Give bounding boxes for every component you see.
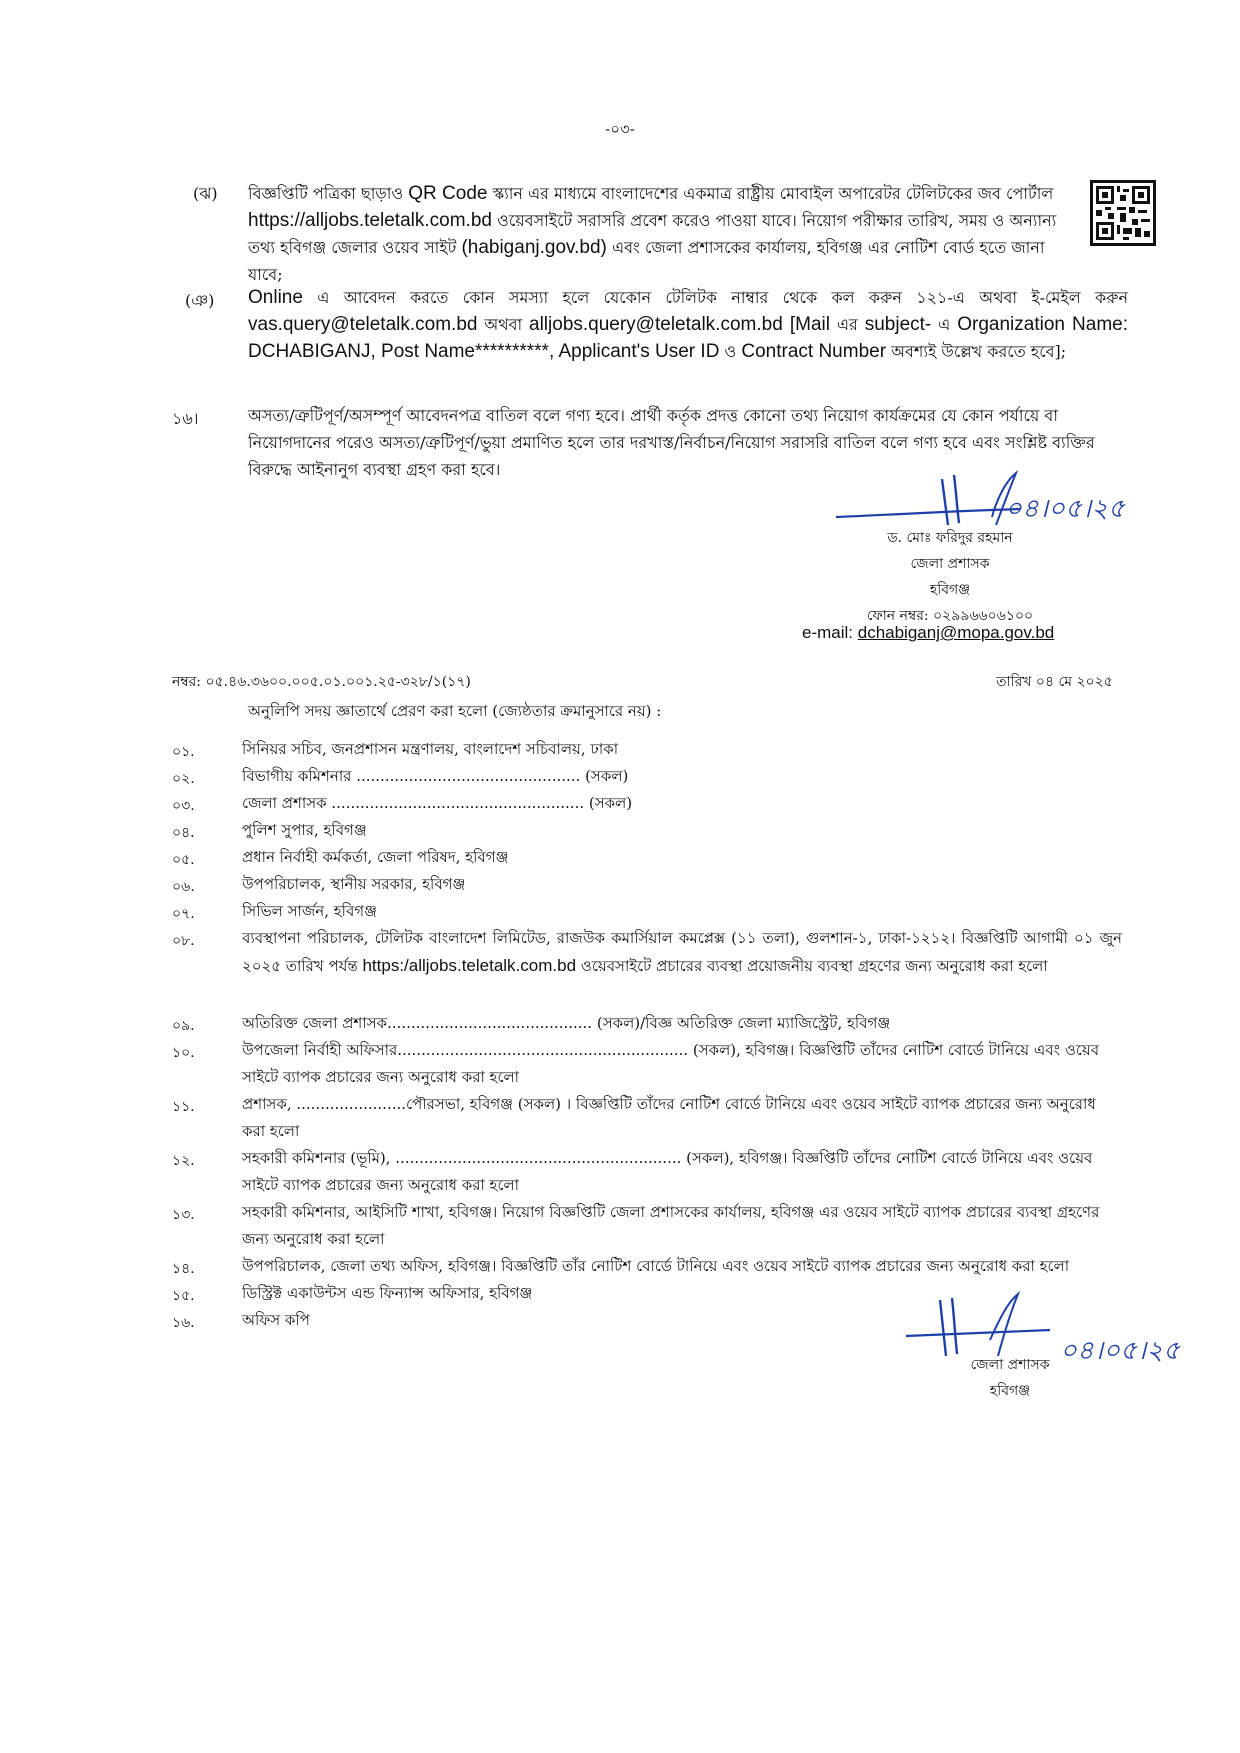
alljobs-query-email[interactable]: alljobs.query@teletalk.com.bd (529, 314, 783, 335)
cc-num-03: ০৩. (172, 798, 195, 814)
memo-date: তারিখ ০৪ মে ২০২৫ (996, 674, 1113, 690)
cc-item-02: বিভাগীয় কমিশনার ............................................... (সকল) (242, 767, 629, 785)
cc-num-16: ১৬. (172, 1315, 195, 1331)
cc-num-06: ০৬. (172, 879, 195, 895)
cc-num-14: ১৪. (172, 1261, 195, 1277)
signature-date: ০৪।০৫।২৫ (1005, 494, 1125, 524)
cc-item-05: প্রধান নির্বাহী কর্মকর্তা, জেলা পরিষদ, হবিগঞ্জ (242, 848, 509, 866)
signatory-email[interactable]: dchabiganj@mopa.gov.bd (857, 623, 1055, 642)
cc-num-05: ০৫. (172, 852, 195, 868)
bottom-signatory-block (940, 1352, 1080, 1404)
bottom-signatory-district: হবিগঞ্জ (989, 1383, 1031, 1399)
cc-num-09: ০৯. (172, 1018, 195, 1034)
item-jha-text: বিজ্ঞপ্তিটি পত্রিকা ছাড়াও QR Code স্ক্যান এর মাধ্যমে বাংলাদেশের একমাত্র রাষ্ট্রীয় মোবাইল অপারেটর টেলিটকের জব পোর্টাল https://alljobs.teletalk.com.bd ওয়েবসাইটে সরাসরি প্রবেশ করেও পাওয়া যাবে। নিয়োগ পরীক্ষার তারিখ, সময় ও অন্যান্য তথ্য হবিগঞ্জ জেলার ওয়েব সাইট (habiganj.gov.bd) এবং জেলা প্রশাসকের কার্যালয়, হবিগঞ্জ এর নোটিশ বোর্ড হতে জানা যাবে; (248, 183, 1057, 284)
cc-intro: অনুলিপি সদয় জ্ঞাতার্থে প্রেরণ করা হলো (জ্যেষ্ঠতার ক্রমানুসারে নয়) : (248, 702, 662, 720)
cc-num-02: ০২. (172, 771, 195, 787)
cc-num-10: ১০. (172, 1045, 195, 1061)
cc-item-07: সিভিল সার্জন, হবিগঞ্জ (242, 902, 377, 920)
cc-num-11: ১১. (172, 1099, 195, 1115)
cc-item-08: ব্যবস্থাপনা পরিচালক, টেলিটক বাংলাদেশ লিমিটেড, রাজউক কমার্সিয়াল কমপ্লেক্স (১১ তলা), গুলশান-১, ঢাকা-১২১২। বিজ্ঞপ্তিটি আগামী ০১ জুন ২০২৫ তারিখ পর্যন্ত https:/alljobs.teletalk.com.bd ওয়েবসাইটে প্রচারের ব্যবস্থা প্রয়োজনীয় ব্যবস্থা গ্রহণের জন্য অনুরোধ করা হলো (242, 929, 1122, 975)
signatory-email-line: e-mail: dchabiganj@mopa.gov.bd (802, 623, 1055, 642)
page-number: -০৩- (605, 120, 635, 138)
cc-num-08: ০৮. (172, 933, 195, 949)
cc-item-11: প্রশাসক, .......................পৌরসভা, হবিগঞ্জ (সকল) । বিজ্ঞপ্তিটি তাঁদের নোটিশ বোর্ডে টানিয়ে এবং ওয়েব সাইটে ব্যাপক প্রচারের জন্য অনুরোধ করা হলো (242, 1095, 1096, 1140)
signature-date-bottom: ০৪।০৫।২৫ (1060, 1336, 1180, 1366)
cc-num-01: ০১. (172, 744, 195, 760)
cc-item-14: উপপরিচালক, জেলা তথ্য অফিস, হবিগঞ্জ। বিজ্ঞপ্তিটি তাঁর নোটিশ বোর্ডে টানিয়ে এবং ওয়েব সাইটে ব্যাপক প্রচারের জন্য অনুরোধ করা হলো (242, 1257, 1070, 1275)
cc-item-09: অতিরিক্ত জেলা প্রশাসক........................................... (সকল)/বিজ্ঞ অতিরিক্ত জেলা ম্যাজিস্ট্রেট, হবিগঞ্জ (242, 1014, 891, 1032)
qr-code-term: QR Code (408, 183, 488, 204)
item-jha-marker: (ঝ) (193, 184, 218, 203)
cc-item-03: জেলা প্রশাসক ..................................................... (সকল) (242, 794, 633, 812)
memo-number: নম্বর: ০৫.৪৬.৩৬০০.০০৫.০১.০০১.২৫-৩২৮/১(১৭) (172, 674, 471, 690)
cc-item-15: ডিস্ট্রিক্ট একাউন্টস এন্ড ফিন্যান্স অফিসার, হবিগঞ্জ (242, 1284, 533, 1302)
cc-item-04: পুলিশ সুপার, হবিগঞ্জ (242, 821, 367, 839)
item-16-marker: ১৬। (172, 409, 199, 428)
signatory-designation: জেলা প্রশাসক (910, 556, 990, 572)
item-nya-text: Online এ আবেদন করতে কোন সমস্যা হলে যেকোন টেলিটক নাম্বার থেকে কল করুন ১২১-এ অথবা ই-মেইল করুন vas.query@teletalk.com.bd অথবা alljobs.query@teletalk.com.bd [Mail এর subject- এ Organization Name: DCHABIGANJ, Post Name**********, Applicant's User ID ও Contract Number অবশ্যই উল্লেখ করতে হবে]; (248, 287, 1129, 362)
cc-item-06: উপপরিচালক, স্থানীয় সরকার, হবিগঞ্জ (242, 875, 466, 893)
cc-item-12: সহকারী কমিশনার (ভূমি), ............................................................ (সকল), হবিগঞ্জ। বিজ্ঞপ্তিটি তাঁদের নোটিশ বোর্ডে টানিয়ে এবং ওয়েব সাইটে ব্যাপক প্রচারের জন্য অনুরোধ করা হলো (242, 1149, 1093, 1194)
signatory-district: হবিগঞ্জ (929, 582, 971, 598)
signatory-name: ড. মোঃ ফরিদুর রহমান (887, 530, 1013, 546)
bottom-signatory-designation: জেলা প্রশাসক (970, 1357, 1050, 1373)
vas-query-email[interactable]: vas.query@teletalk.com.bd (248, 314, 478, 335)
teletalk-url[interactable]: https://alljobs.teletalk.com.bd (248, 210, 492, 231)
teletalk-url-cc[interactable]: https:/alljobs.teletalk.com.bd (362, 956, 577, 975)
cc-num-15: ১৫. (172, 1288, 195, 1304)
habiganj-site[interactable]: (habiganj.gov.bd) (461, 237, 607, 258)
cc-num-04: ০৪. (172, 825, 195, 841)
item-nya-marker: (ঞ) (185, 291, 215, 310)
cc-item-01: সিনিয়র সচিব, জনপ্রশাসন মন্ত্রণালয়, বাংলাদেশ সচিবালয়, ঢাকা (242, 740, 619, 758)
cc-item-10: উপজেলা নির্বাহী অফিসার............................................................. (সকল), হবিগঞ্জ। বিজ্ঞপ্তিটি তাঁদের নোটিশ বোর্ডে টানিয়ে এবং ওয়েব সাইটে ব্যাপক প্রচারের জন্য অনুরোধ করা হলো (242, 1041, 1100, 1086)
cc-num-07: ০৭. (172, 906, 195, 922)
signatory-phone: ফোন নম্বর: ০২৯৯৬৬০৬১০০ (866, 608, 1034, 624)
cc-num-12: ১২. (172, 1153, 195, 1169)
cc-item-16: অফিস কপি (242, 1311, 310, 1329)
signatory-block (820, 525, 1080, 629)
item-16-text: অসত্য/ত্রুটিপূর্ণ/অসম্পূর্ণ আবেদনপত্র বাতিল বলে গণ্য হবে। প্রার্থী কর্তৃক প্রদত্ত কোনো তথ্য নিয়োগ কার্যক্রমের যে কোন পর্যায়ে বা নিয়োগদানের পরেও অসত্য/ত্রুটিপূর্ণ/ভুয়া প্রমাণিত হলে তার দরখাস্ত/নির্বাচন/নিয়োগ সরাসরি বাতিল বলে গণ্য হবে এবং সংশ্লিষ্ট ব্যক্তির বিরুদ্ধে আইনানুগ ব্যবস্থা গ্রহণ করা হবে। (248, 406, 1095, 479)
cc-item-13: সহকারী কমিশনার, আইসিটি শাখা, হবিগঞ্জ। নিয়োগ বিজ্ঞপ্তিটি জেলা প্রশাসকের কার্যালয়, হবিগঞ্জ এর ওয়েব সাইটে ব্যাপক প্রচারের ব্যবস্থা গ্রহণের জন্য অনুরোধ করা হলো (242, 1203, 1100, 1248)
qr-code-icon[interactable] (1090, 180, 1156, 246)
cc-num-13: ১৩. (172, 1207, 195, 1223)
